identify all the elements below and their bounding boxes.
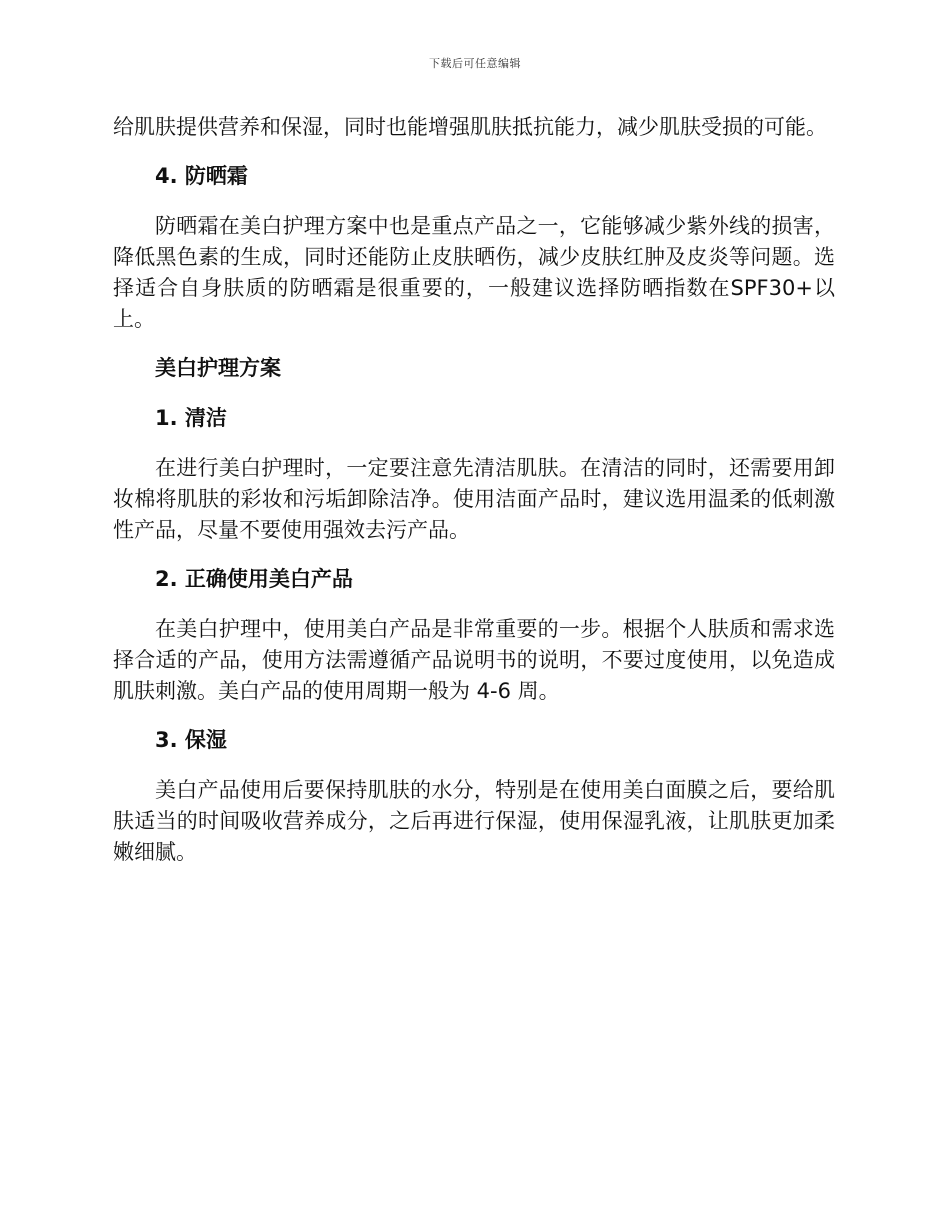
paragraph-cleansing: 在进行美白护理时，一定要注意先清洁肌肤。在清洁的同时，还需要用卸妆棉将肌肤的彩妆和污垢卸除洁净。使用洁面产品时，建议选用温柔的低刺激性产品，尽量不要使用强效去污产品。: [113, 456, 835, 542]
document-body: [113, 112, 835, 878]
heading-sunscreen: 4. 防晒霜: [155, 164, 248, 188]
paragraph-moisturizing: 美白产品使用后要保持肌肤的水分，特别是在使用美白面膜之后，要给肌肤适当的时间吸收营养成分，之后再进行保湿，使用保湿乳液，让肌肤更加柔嫩细腻。: [113, 778, 835, 864]
heading-cleansing: 1. 清洁: [155, 406, 227, 430]
heading-moisturizing: 3. 保湿: [155, 728, 227, 752]
paragraph-correct-use: 在美白护理中，使用美白产品是非常重要的一步。根据个人肤质和需求选择合适的产品，使用方法需遵循产品说明书的说明，不要过度使用，以免造成肌肤刺激。美白产品的使用周期一般为 4-6 周。: [113, 617, 835, 703]
heading-correct-use: 2. 正确使用美白产品: [155, 567, 353, 591]
paragraph-sunscreen: 防晒霜在美白护理方案中也是重点产品之一，它能够减少紫外线的损害，降低黑色素的生成，同时还能防止皮肤晒伤，减少皮肤红肿及皮炎等问题。选择适合自身肤质的防晒霜是很重要的，一般建议选择防晒指数在SPF30+以上。: [113, 214, 835, 331]
paragraph-intro: 给肌肤提供营养和保湿，同时也能增强肌肤抵抗能力，减少肌肤受损的可能。: [113, 115, 827, 139]
heading-whitening-plan: 美白护理方案: [155, 356, 281, 380]
page-header-note: 下载后可任意编辑: [429, 57, 521, 70]
